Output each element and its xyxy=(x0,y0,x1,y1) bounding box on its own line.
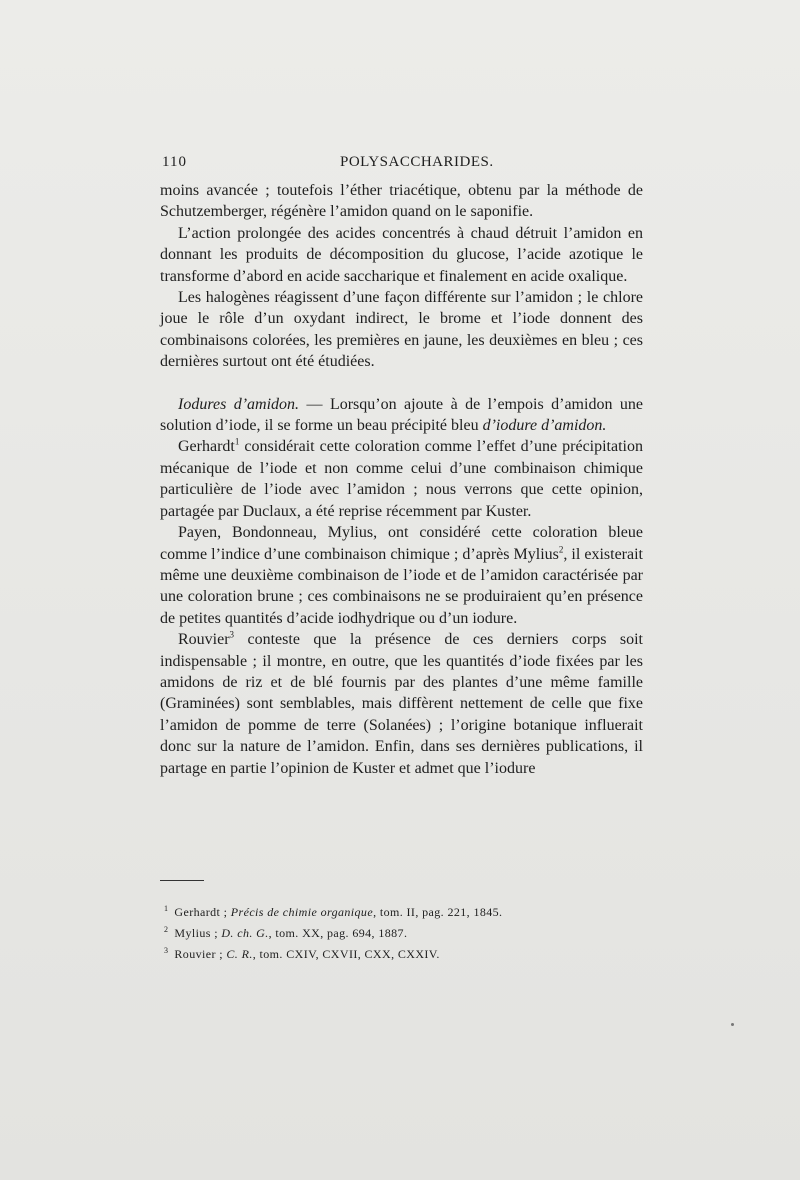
italic-text: Précis de chimie organique xyxy=(230,905,374,919)
running-title: POLYSACCHARIDES. xyxy=(340,154,494,170)
text-run: Rouvier ; xyxy=(174,947,227,961)
footnote xyxy=(164,921,634,942)
paragraph xyxy=(160,522,643,629)
text-run: , tom. XX, pag. 694, 1887. xyxy=(268,926,408,940)
page-header xyxy=(162,154,642,174)
paragraph xyxy=(160,287,643,373)
text-run: moins avancée ; toutefois l’éther triacétique, obtenu par la méthode de Schutzemberger, régénère l’amidon quand on le saponifie. xyxy=(160,182,643,221)
text-run: — Lorsqu’on ajoute à de l’empois d’amidon une solution d’iode, il se forme un beau précipité bleu xyxy=(160,395,643,435)
text-run: , tom. CXIV, CXVII, CXX, CXXIV. xyxy=(252,947,440,961)
text-run: , tom. II, pag. 221, 1845. xyxy=(373,905,503,919)
text-run: Payen, Bondonneau, Mylius, ont considéré cette coloration bleue comme l’indice d’une combinaison chimique ; d’après Mylius xyxy=(160,524,643,563)
footnote-reference: 3 xyxy=(229,629,235,640)
text-run: , il existerait même une deuxième combinaison de l’iode et de l’amidon caractérisée par une coloration brune ; ces combinaisons ne se produiraient qu’en présence de petites quantités d’acide iodhydrique ou d’un iodure. xyxy=(160,545,643,627)
text-run: Gerhardt xyxy=(178,438,235,456)
paper-speck xyxy=(731,1023,734,1026)
footnote-number: 2 xyxy=(164,925,169,934)
footnote xyxy=(164,900,634,921)
italic-text: C. R. xyxy=(226,947,253,961)
paragraph xyxy=(160,436,643,522)
body-text xyxy=(160,180,643,779)
paragraph xyxy=(160,629,643,779)
footnote-number: 1 xyxy=(164,904,169,913)
text-run: Rouvier xyxy=(178,631,230,649)
text-run: Gerhardt ; xyxy=(174,905,231,919)
paragraph xyxy=(160,223,643,287)
text-run: considérait cette coloration comme l’effet d’une précipitation mécanique de l’iode et non comme celui d’une combinaison chimique particulière de l’iode avec l’amidon ; nous verrons que cette opinion, partagée par Duclaux, a été reprise récemment par Kuster. xyxy=(160,438,643,520)
footnote-reference: 2 xyxy=(558,544,564,555)
italic-text: Iodures d’amidon. xyxy=(178,395,300,413)
text-run: L’action prolongée des acides concentrés à chaud détruit l’amidon en donnant les produits de décomposition du glucose, l’acide azotique le transforme d’abord en acide saccharique et finalement en acide oxalique. xyxy=(160,224,643,285)
italic-text: D. ch. G. xyxy=(221,926,269,940)
paragraph xyxy=(160,394,643,437)
footnote-separator xyxy=(160,880,204,881)
paragraph xyxy=(160,180,643,223)
page-number: 110 xyxy=(162,154,187,170)
text-run: Les halogènes réagissent d’une façon différente sur l’amidon ; le chlore joue le rôle d’un oxydant indirect, le brome et l’iode donnent des combinaisons colorées, les premières en jaune, les deuxièmes en bleu ; ces dernières surtout ont été étudiées. xyxy=(160,289,643,371)
italic-text: d’iodure d’amidon. xyxy=(482,417,607,435)
footnote xyxy=(164,942,634,963)
footnotes xyxy=(164,900,634,963)
text-run: conteste que la présence de ces derniers corps soit indispensable ; il montre, en outre, que les quantités d’iode fixées par les amidons de riz et de blé fournis par des plantes d’une même famille (Graminées) sont semblables, mais diffèrent nettement de celle que fixe l’amidon de pomme de terre (Solanées) ; l’origine botanique influerait donc sur la nature de l’amidon. Enfin, dans ses dernières publications, il partage en partie l’opinion de Kuster et admet que l’iodure xyxy=(160,631,643,777)
footnote-reference: 1 xyxy=(234,437,240,448)
footnote-number: 3 xyxy=(164,946,169,955)
text-run: Mylius ; xyxy=(174,926,222,940)
